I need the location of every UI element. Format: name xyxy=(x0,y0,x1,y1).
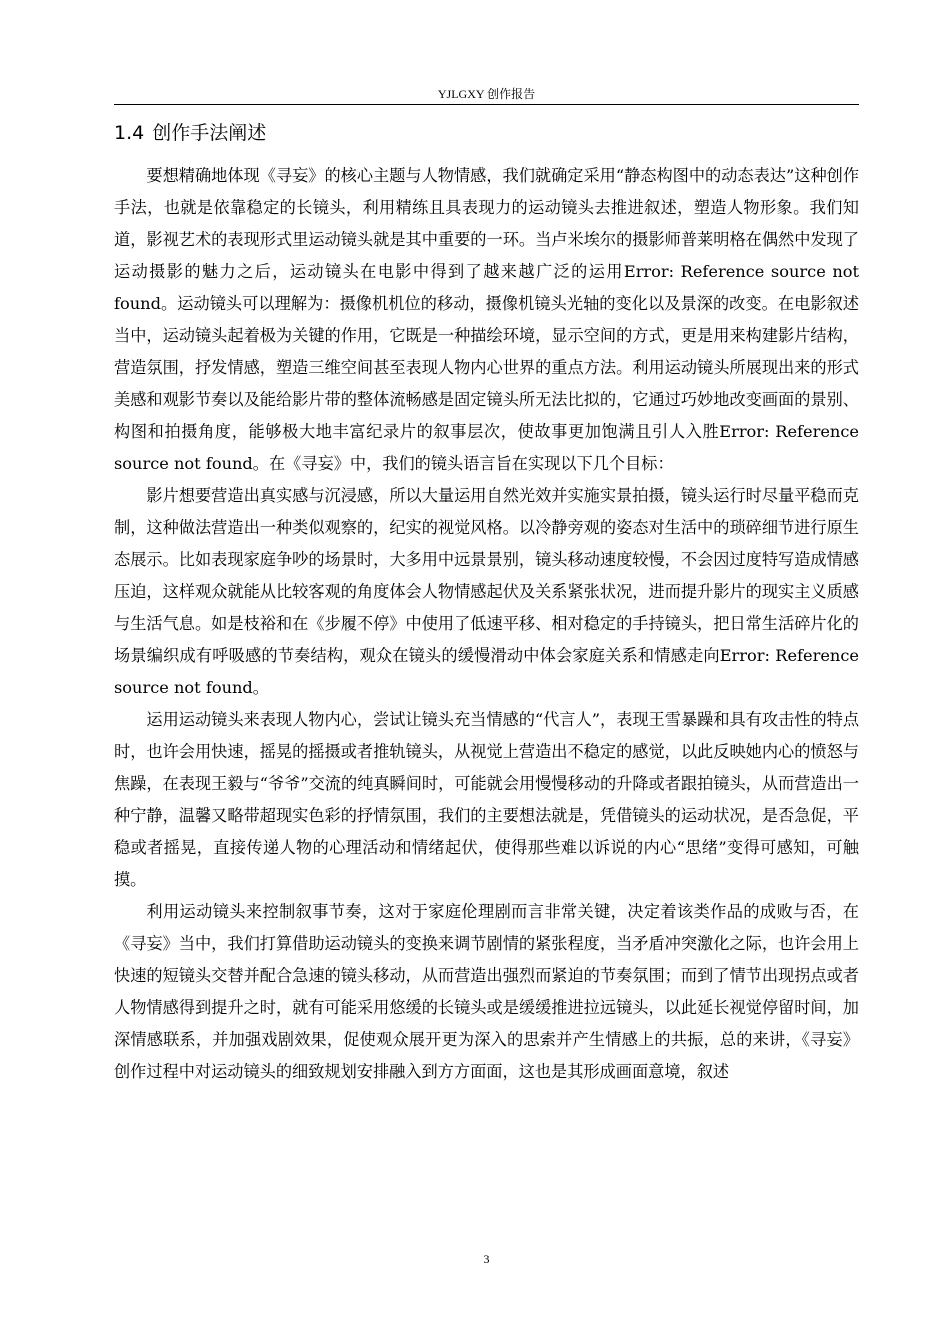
paragraph: 要想精确地体现《寻妄》的核心主题与人物情感，我们就确定采用“静态构图中的动态表达”这种创作手法，也就是依靠稳定的长镜头，利用精练且具表现力的运动镜头去推进叙述，塑造人物形象。我们知道，影视艺术的表现形式里运动镜头就是其中重要的一环。当卢米埃尔的摄影师普莱明格在偶然中发现了运动摄影的魅力之后，运动镜头在电影中得到了越来越广泛的运用Error: Reference source not found。运动镜头可以理解为：摄像机机位的移动，摄像机镜头光轴的变化以及景深的改变。在电影叙述当中，运动镜头起着极为关键的作用，它既是一种描绘环境，显示空间的方式，更是用来构建影片结构，营造氛围，抒发情感，塑造三维空间甚至表现人物内心世界的重点方法。利用运动镜头所展现出来的形式美感和观影节奏以及能给影片带的整体流畅感是固定镜头所无法比拟的，它通过巧妙地改变画面的景别、构图和拍摄角度，能够极大地丰富纪录片的叙事层次，使故事更加饱满且引人入胜Error: Reference source not found。在《寻妄》中，我们的镜头语言旨在实现以下几个目标： xyxy=(114,166,860,473)
running-header: YJLGXY 创作报告 xyxy=(437,87,536,101)
section-number: 1.4 xyxy=(114,122,145,144)
paragraph: 运用运动镜头来表现人物内心，尝试让镜头充当情感的“代言人”，表现王雪暴躁和具有攻击性的特点时，也许会用快速，摇晃的摇摄或者推轨镜头，从视觉上营造出不稳定的感觉，以此反映她内心的愤怒与焦躁，在表现王毅与“爷爷”交流的纯真瞬间时，可能就会用慢慢移动的升降或者跟拍镜头，从而营造出一种宁静，温馨又略带超现实色彩的抒情氛围，我们的主要想法就是，凭借镜头的运动状况，是否急促，平稳或者摇晃，直接传递人物的心理活动和情绪起伏，使得那些难以诉说的内心“思绪”变得可感知，可触摸。 xyxy=(114,710,860,889)
paragraph: 利用运动镜头来控制叙事节奏，这对于家庭伦理剧而言非常关键，决定着该类作品的成败与否，在《寻妄》当中，我们打算借助运动镜头的变换来调节剧情的紧张程度，当矛盾冲突激化之际，也许会用上快速的短镜头交替并配合急速的镜头移动，从而营造出强烈而紧迫的节奏氛围；而到了情节出现拐点或者人物情感得到提升之时，就有可能采用悠缓的长镜头或是缓缓推进拉远镜头，以此延长视觉停留时间，加深情感联系，并加强戏剧效果，促使观众展开更为深入的思索并产生情感上的共振，总的来讲，《寻妄》创作过程中对运动镜头的细致规划安排融入到方方面面，这也是其形成画面意境，叙述 xyxy=(114,902,859,1081)
header-divider xyxy=(114,104,859,105)
body-text xyxy=(114,160,859,1088)
section-heading xyxy=(114,120,266,146)
page-number: 3 xyxy=(483,1252,490,1266)
section-title: 创作手法阐述 xyxy=(152,122,267,144)
paragraph: 影片想要营造出真实感与沉浸感，所以大量运用自然光效并实施实景拍摄，镜头运行时尽量平稳而克制，这种做法营造出一种类似观察的，纪实的视觉风格。以冷静旁观的姿态对生活中的琐碎细节进行原生态展示。比如表现家庭争吵的场景时，大多用中远景景别，镜头移动速度较慢，不会因过度特写造成情感压迫，这样观众就能从比较客观的角度体会人物情感起伏及关系紧张状况，进而提升影片的现实主义质感与生活气息。如是枝裕和在《步履不停》中使用了低速平移、相对稳定的手持镜头，把日常生活碎片化的场景编织成有呼吸感的节奏结构，观众在镜头的缓慢滑动中体会家庭关系和情感走向Error: Reference source not found。 xyxy=(114,486,859,697)
